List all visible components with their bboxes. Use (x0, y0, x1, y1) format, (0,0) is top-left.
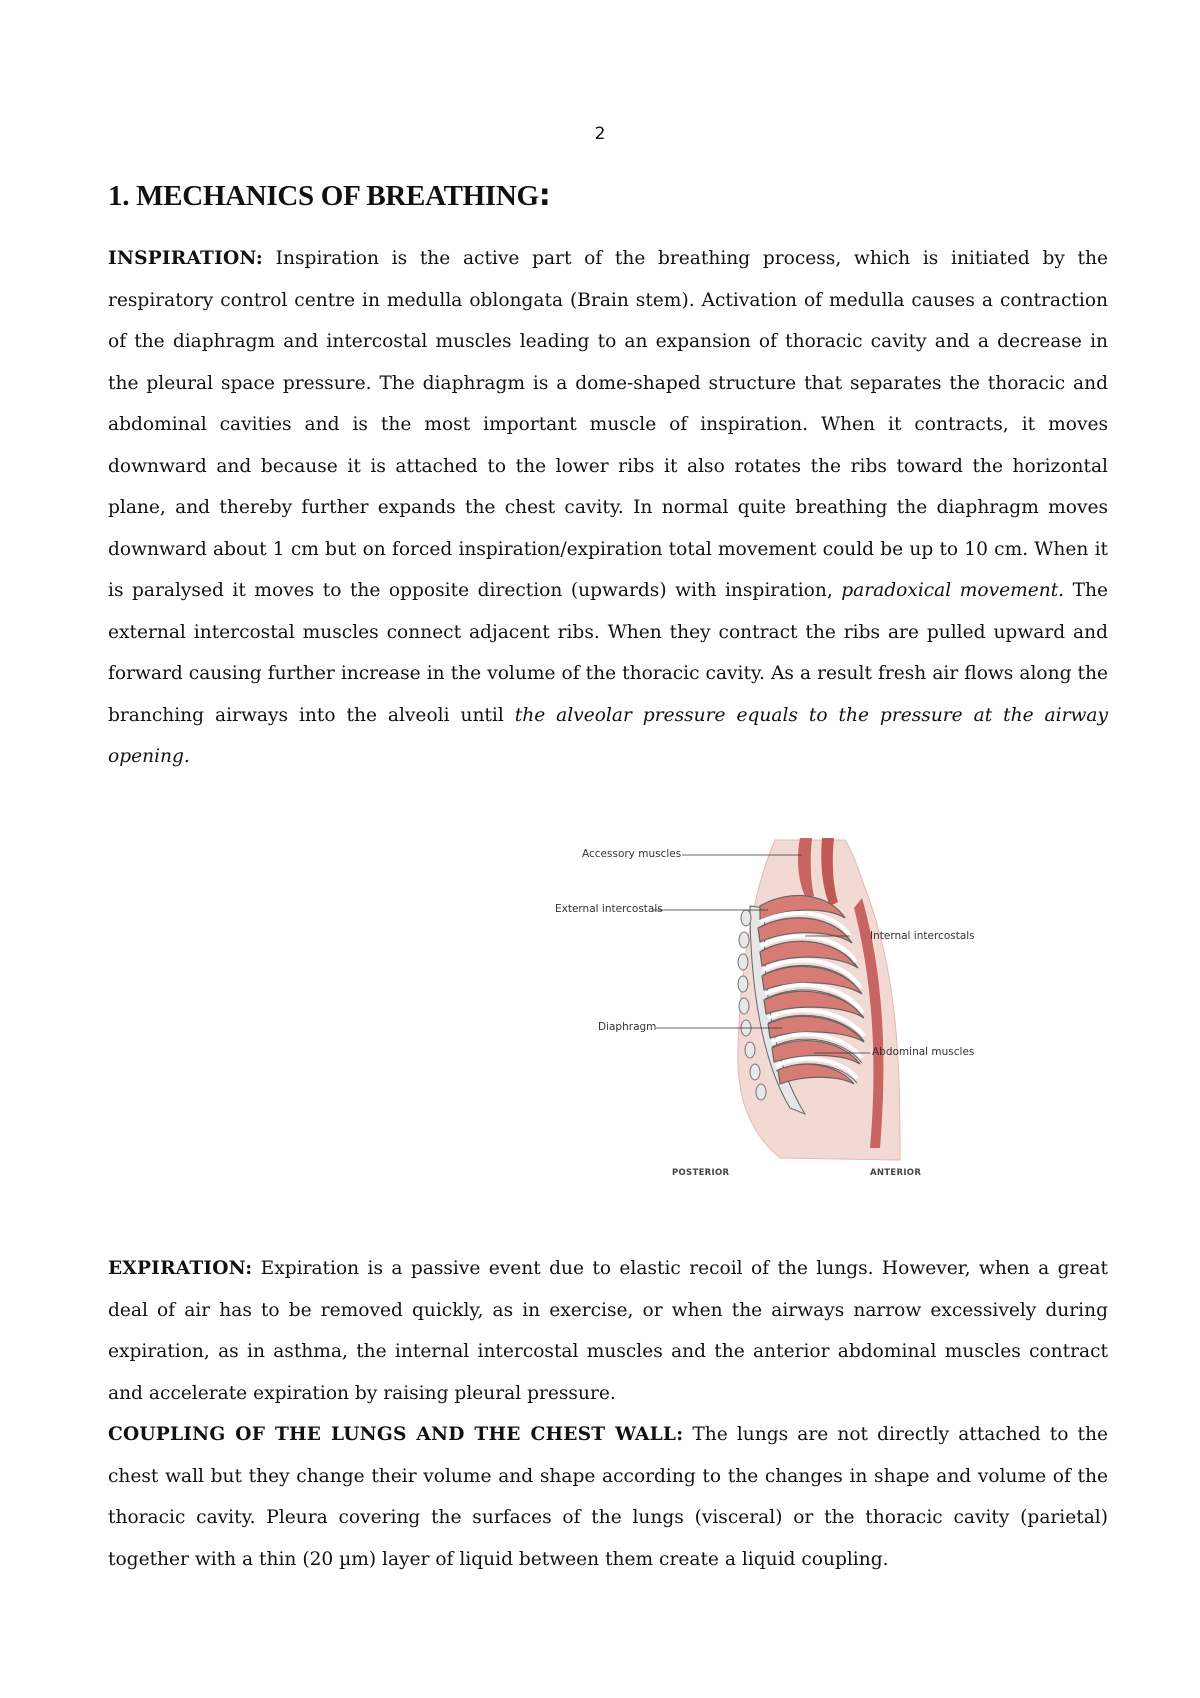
label-diaphragm: Diaphragm (598, 1021, 657, 1033)
section-heading-text: 1. MECHANICS OF BREATHING (108, 180, 539, 212)
heading-colon: : (538, 178, 551, 213)
breathing-muscles-figure (555, 828, 1000, 1188)
paradoxical-movement-term: paradoxical movement. (841, 580, 1065, 601)
inspiration-label: INSPIRATION: (108, 248, 263, 269)
label-internal-intercostals: Internal intercostals (870, 930, 975, 942)
inspiration-text-1: Inspiration is the active part of the breathing process, which is initiated by the respiratory control centre in medulla oblongata (Brain stem). Activation of medulla causes a contraction of the diaphragm and intercostal muscles leading to an expansion of thoracic cavity and a decrease in the pleural space pressure. The diaphragm is a dome-shaped structure that separates the thoracic and abdominal cavities and is the most important muscle of inspiration. When it contracts, it moves downward and because it is attached to the lower ribs it also rotates the ribs toward the horizontal plane, and thereby further expands the chest cavity. In normal quite breathing the diaphragm moves downward about 1 cm but on forced inspiration/expiration total movement could be up to 10 cm. When it is paralysed it moves to the opposite direction (upwards) with inspiration, (108, 248, 1108, 601)
thorax-illustration (600, 828, 1000, 1188)
label-external-intercostals: External intercostals (555, 903, 663, 915)
label-abdominal-muscles: Abdominal muscles (872, 1046, 975, 1058)
inspiration-paragraph (108, 238, 1108, 778)
inspiration-text-2: The external intercostal muscles connect adjacent ribs. When they contract the ribs are pulled upward and forward causing further increase in the volume of the thoracic cavity. As a result fresh air flows along the branching airways into the alveoli until (108, 580, 1108, 726)
coupling-paragraph (108, 1414, 1108, 1580)
coupling-text: The lungs are not directly attached to the chest wall but they change their volume and shape according to the changes in shape and volume of the thoracic cavity. Pleura covering the surfaces of the lungs (visceral) or the thoracic cavity (parietal) together with a thin (20 µm) layer of liquid between them create a liquid coupling. (108, 1424, 1108, 1570)
coupling-label: COUPLING OF THE LUNGS AND THE CHEST WALL: (108, 1424, 684, 1445)
expiration-text: Expiration is a passive event due to elastic recoil of the lungs. However, when a great deal of air has to be removed quickly, as in exercise, or when the airways narrow excessively during expiration, as in asthma, the internal intercostal muscles and the anterior abdominal muscles contract and accelerate expiration by raising pleural pressure. (108, 1258, 1108, 1404)
section-heading (108, 178, 1108, 213)
label-accessory-muscles: Accessory muscles (582, 848, 682, 860)
label-posterior: POSTERIOR (672, 1168, 730, 1178)
alveolar-pressure-term: the alveolar pressure equals to the pressure at the airway opening. (108, 704, 1108, 767)
page-number: 2 (594, 124, 606, 144)
expiration-label: EXPIRATION: (108, 1258, 253, 1279)
expiration-paragraph (108, 1248, 1108, 1414)
label-anterior: ANTERIOR (870, 1168, 922, 1178)
